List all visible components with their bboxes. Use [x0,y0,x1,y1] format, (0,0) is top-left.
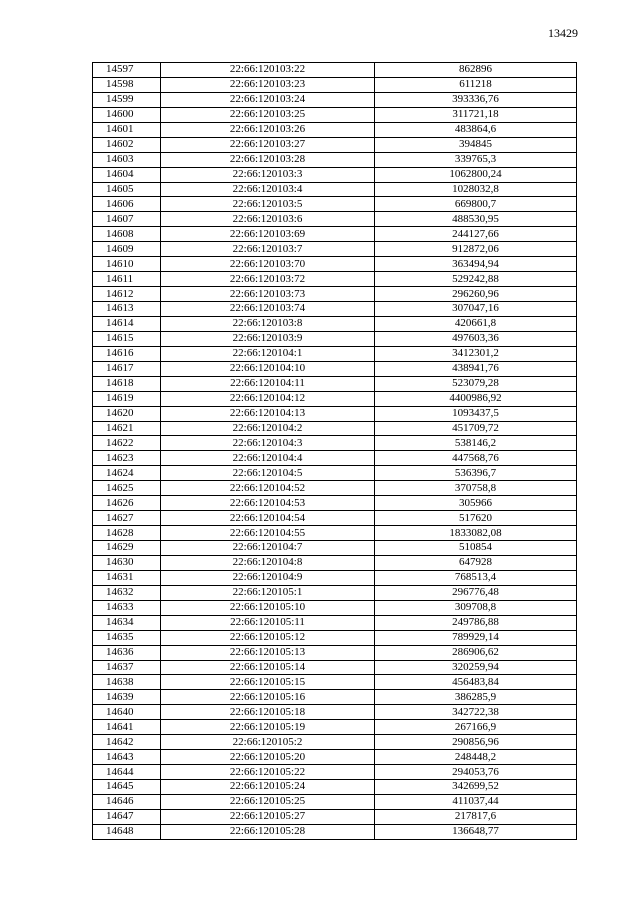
table-row [93,197,577,212]
row-number-cell: 14641 [93,720,161,735]
cadastral-number-cell: 22:66:120103:74 [161,302,375,317]
cadastral-number-cell: 22:66:120103:22 [161,63,375,78]
table-row [93,167,577,182]
cadastral-number-cell: 22:66:120105:27 [161,809,375,824]
row-number-cell: 14601 [93,122,161,137]
value-cell: 4400986,92 [375,391,577,406]
row-number-cell: 14611 [93,272,161,287]
cadastral-number-cell: 22:66:120103:23 [161,77,375,92]
table-row [93,361,577,376]
table-row [93,272,577,287]
value-cell: 311721,18 [375,107,577,122]
table-row [93,824,577,839]
cadastral-number-cell: 22:66:120105:22 [161,765,375,780]
value-cell: 768513,4 [375,570,577,585]
page-number: 13429 [548,26,578,40]
cadastral-number-cell: 22:66:120103:4 [161,182,375,197]
table-row [93,600,577,615]
row-number-cell: 14619 [93,391,161,406]
cadastral-number-cell: 22:66:120104:54 [161,511,375,526]
row-number-cell: 14626 [93,496,161,511]
value-cell: 510854 [375,541,577,556]
row-number-cell: 14634 [93,615,161,630]
value-cell: 523079,28 [375,376,577,391]
cadastral-number-cell: 22:66:120104:11 [161,376,375,391]
value-cell: 309708,8 [375,600,577,615]
cadastral-number-cell: 22:66:120103:7 [161,242,375,257]
cadastral-number-cell: 22:66:120105:1 [161,585,375,600]
cadastral-number-cell: 22:66:120103:69 [161,227,375,242]
row-number-cell: 14616 [93,346,161,361]
row-number-cell: 14621 [93,421,161,436]
value-cell: 248448,2 [375,750,577,765]
table-row [93,496,577,511]
table-row [93,541,577,556]
row-number-cell: 14623 [93,451,161,466]
value-cell: 363494,94 [375,257,577,272]
value-cell: 451709,72 [375,421,577,436]
value-cell: 296776,48 [375,585,577,600]
value-cell: 307047,16 [375,302,577,317]
table-row [93,765,577,780]
cadastral-number-cell: 22:66:120104:9 [161,570,375,585]
value-cell: 305966 [375,496,577,511]
table-row [93,794,577,809]
row-number-cell: 14599 [93,92,161,107]
value-cell: 217817,6 [375,809,577,824]
cadastral-number-cell: 22:66:120104:4 [161,451,375,466]
row-number-cell: 14627 [93,511,161,526]
table-row [93,705,577,720]
cadastral-number-cell: 22:66:120105:19 [161,720,375,735]
value-cell: 267166,9 [375,720,577,735]
cadastral-number-cell: 22:66:120103:3 [161,167,375,182]
cadastral-number-cell: 22:66:120103:28 [161,152,375,167]
row-number-cell: 14624 [93,466,161,481]
cadastral-number-cell: 22:66:120104:7 [161,541,375,556]
row-number-cell: 14597 [93,63,161,78]
row-number-cell: 14625 [93,481,161,496]
cadastral-number-cell: 22:66:120105:13 [161,645,375,660]
table-row [93,227,577,242]
row-number-cell: 14640 [93,705,161,720]
row-number-cell: 14636 [93,645,161,660]
table-row [93,92,577,107]
row-number-cell: 14628 [93,526,161,541]
cadastral-number-cell: 22:66:120104:55 [161,526,375,541]
cadastral-number-cell: 22:66:120105:28 [161,824,375,839]
table-row [93,421,577,436]
table-row [93,152,577,167]
cadastral-number-cell: 22:66:120103:8 [161,316,375,331]
table-row [93,555,577,570]
row-number-cell: 14609 [93,242,161,257]
value-cell: 249786,88 [375,615,577,630]
value-cell: 669800,7 [375,197,577,212]
table-row [93,391,577,406]
table-row [93,331,577,346]
table-row [93,302,577,317]
row-number-cell: 14643 [93,750,161,765]
value-cell: 536396,7 [375,466,577,481]
table-row [93,242,577,257]
row-number-cell: 14631 [93,570,161,585]
value-cell: 1028032,8 [375,182,577,197]
cadastral-number-cell: 22:66:120103:6 [161,212,375,227]
table-row [93,346,577,361]
cadastral-number-cell: 22:66:120103:9 [161,331,375,346]
cadastral-number-cell: 22:66:120105:15 [161,675,375,690]
table-row [93,630,577,645]
table-row [93,63,577,78]
value-cell: 438941,76 [375,361,577,376]
cadastral-number-cell: 22:66:120105:2 [161,735,375,750]
table-row [93,615,577,630]
value-cell: 244127,66 [375,227,577,242]
row-number-cell: 14608 [93,227,161,242]
cadastral-number-cell: 22:66:120103:70 [161,257,375,272]
value-cell: 296260,96 [375,287,577,302]
value-cell: 517620 [375,511,577,526]
cadastral-number-cell: 22:66:120104:1 [161,346,375,361]
table-row [93,570,577,585]
row-number-cell: 14642 [93,735,161,750]
cadastral-number-cell: 22:66:120104:5 [161,466,375,481]
table-row [93,137,577,152]
value-cell: 529242,88 [375,272,577,287]
cadastral-number-cell: 22:66:120104:12 [161,391,375,406]
value-cell: 611218 [375,77,577,92]
row-number-cell: 14633 [93,600,161,615]
table-row [93,645,577,660]
table-row [93,690,577,705]
value-cell: 488530,95 [375,212,577,227]
row-number-cell: 14614 [93,316,161,331]
value-cell: 294053,76 [375,765,577,780]
table-body [93,63,577,840]
row-number-cell: 14612 [93,287,161,302]
table-row [93,750,577,765]
cadastral-number-cell: 22:66:120105:16 [161,690,375,705]
value-cell: 1062800,24 [375,167,577,182]
cadastral-number-cell: 22:66:120105:24 [161,780,375,795]
value-cell: 370758,8 [375,481,577,496]
table-row [93,122,577,137]
row-number-cell: 14622 [93,436,161,451]
row-number-cell: 14598 [93,77,161,92]
value-cell: 342722,38 [375,705,577,720]
cadastral-number-cell: 22:66:120104:3 [161,436,375,451]
row-number-cell: 14645 [93,780,161,795]
table-row [93,107,577,122]
value-cell: 290856,96 [375,735,577,750]
row-number-cell: 14648 [93,824,161,839]
table-row [93,316,577,331]
table-row [93,451,577,466]
value-cell: 286906,62 [375,645,577,660]
row-number-cell: 14638 [93,675,161,690]
row-number-cell: 14620 [93,406,161,421]
row-number-cell: 14600 [93,107,161,122]
table-row [93,660,577,675]
value-cell: 789929,14 [375,630,577,645]
row-number-cell: 14607 [93,212,161,227]
cadastral-number-cell: 22:66:120103:27 [161,137,375,152]
table-row [93,406,577,421]
value-cell: 538146,2 [375,436,577,451]
table-row [93,376,577,391]
value-cell: 339765,3 [375,152,577,167]
table-row [93,212,577,227]
row-number-cell: 14605 [93,182,161,197]
row-number-cell: 14617 [93,361,161,376]
value-cell: 411037,44 [375,794,577,809]
row-number-cell: 14604 [93,167,161,182]
table-row [93,735,577,750]
row-number-cell: 14647 [93,809,161,824]
table-row [93,511,577,526]
table-row [93,526,577,541]
value-cell: 420661,8 [375,316,577,331]
value-cell: 456483,84 [375,675,577,690]
row-number-cell: 14635 [93,630,161,645]
value-cell: 483864,6 [375,122,577,137]
cadastral-number-cell: 22:66:120104:52 [161,481,375,496]
row-number-cell: 14615 [93,331,161,346]
value-cell: 320259,94 [375,660,577,675]
cadastral-number-cell: 22:66:120105:25 [161,794,375,809]
table-row [93,436,577,451]
row-number-cell: 14613 [93,302,161,317]
row-number-cell: 14606 [93,197,161,212]
cadastral-number-cell: 22:66:120104:2 [161,421,375,436]
row-number-cell: 14637 [93,660,161,675]
value-cell: 386285,9 [375,690,577,705]
table-row [93,466,577,481]
cadastral-number-cell: 22:66:120105:14 [161,660,375,675]
value-cell: 1093437,5 [375,406,577,421]
row-number-cell: 14644 [93,765,161,780]
value-cell: 1833082,08 [375,526,577,541]
value-cell: 394845 [375,137,577,152]
row-number-cell: 14603 [93,152,161,167]
table-row [93,585,577,600]
row-number-cell: 14632 [93,585,161,600]
table-row [93,481,577,496]
value-cell: 912872,06 [375,242,577,257]
row-number-cell: 14602 [93,137,161,152]
row-number-cell: 14646 [93,794,161,809]
table-row [93,77,577,92]
row-number-cell: 14630 [93,555,161,570]
cadastral-number-cell: 22:66:120104:13 [161,406,375,421]
value-cell: 447568,76 [375,451,577,466]
cadastral-number-cell: 22:66:120105:10 [161,600,375,615]
cadastral-number-cell: 22:66:120103:26 [161,122,375,137]
value-cell: 393336,76 [375,92,577,107]
cadastral-number-cell: 22:66:120103:25 [161,107,375,122]
cadastral-number-cell: 22:66:120105:11 [161,615,375,630]
cadastral-number-cell: 22:66:120105:12 [161,630,375,645]
row-number-cell: 14618 [93,376,161,391]
value-cell: 3412301,2 [375,346,577,361]
value-cell: 342699,52 [375,780,577,795]
cadastral-number-cell: 22:66:120103:72 [161,272,375,287]
cadastral-number-cell: 22:66:120105:18 [161,705,375,720]
table-row [93,780,577,795]
cadastral-value-table [92,62,577,840]
value-cell: 647928 [375,555,577,570]
cadastral-number-cell: 22:66:120103:73 [161,287,375,302]
value-cell: 497603,36 [375,331,577,346]
cadastral-number-cell: 22:66:120104:53 [161,496,375,511]
table-row [93,675,577,690]
cadastral-number-cell: 22:66:120105:20 [161,750,375,765]
row-number-cell: 14639 [93,690,161,705]
cadastral-number-cell: 22:66:120103:5 [161,197,375,212]
value-cell: 862896 [375,63,577,78]
table-row [93,720,577,735]
row-number-cell: 14610 [93,257,161,272]
row-number-cell: 14629 [93,541,161,556]
cadastral-number-cell: 22:66:120104:10 [161,361,375,376]
value-cell: 136648,77 [375,824,577,839]
cadastral-number-cell: 22:66:120103:24 [161,92,375,107]
table-row [93,182,577,197]
table-row [93,257,577,272]
table-row [93,287,577,302]
cadastral-number-cell: 22:66:120104:8 [161,555,375,570]
table-row [93,809,577,824]
